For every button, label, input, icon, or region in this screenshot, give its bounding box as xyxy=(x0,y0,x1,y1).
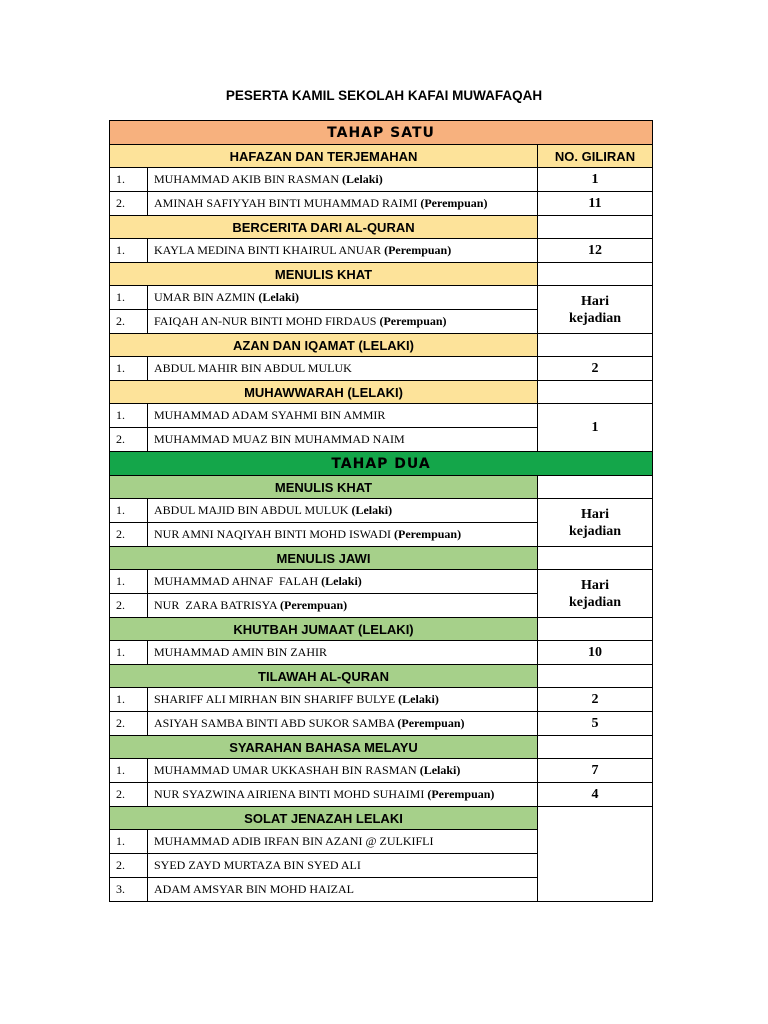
turn-number: 7 xyxy=(538,759,653,783)
table-row xyxy=(110,168,653,192)
turn-number: 1 xyxy=(538,404,653,452)
row-number: 2. xyxy=(110,192,148,216)
stage-header-row xyxy=(110,121,653,145)
turn-number: 5 xyxy=(538,712,653,736)
category-row xyxy=(110,807,653,830)
participants-table xyxy=(109,120,653,902)
row-number: 1. xyxy=(110,641,148,665)
table-row xyxy=(110,641,653,665)
participant-name: NUR ZARA BATRISYA (Perempuan) xyxy=(148,594,538,618)
category-row xyxy=(110,665,653,688)
turn-number: 11 xyxy=(538,192,653,216)
category-row xyxy=(110,145,653,168)
row-number: 1. xyxy=(110,357,148,381)
turn-number: 2 xyxy=(538,688,653,712)
participant-name: UMAR BIN AZMIN (Lelaki) xyxy=(148,286,538,310)
participant-name: ABDUL MAHIR BIN ABDUL MULUK xyxy=(148,357,538,381)
empty-cell xyxy=(538,381,653,404)
table-row xyxy=(110,759,653,783)
table-row xyxy=(110,357,653,381)
participant-name: MUHAMMAD MUAZ BIN MUHAMMAD NAIM xyxy=(148,428,538,452)
participant-name: AMINAH SAFIYYAH BINTI MUHAMMAD RAIMI (Perempuan) xyxy=(148,192,538,216)
category-title: HAFAZAN DAN TERJEMAHAN xyxy=(110,145,538,168)
row-number: 1. xyxy=(110,830,148,854)
table-row xyxy=(110,286,653,310)
empty-cell xyxy=(538,476,653,499)
column-header-giliran: NO. GILIRAN xyxy=(538,145,653,168)
row-number: 2. xyxy=(110,712,148,736)
empty-cell xyxy=(538,665,653,688)
category-title: MUHAWWARAH (LELAKI) xyxy=(110,381,538,404)
row-number: 1. xyxy=(110,168,148,192)
row-number: 2. xyxy=(110,523,148,547)
category-title: KHUTBAH JUMAAT (LELAKI) xyxy=(110,618,538,641)
table-row xyxy=(110,404,653,428)
table-row xyxy=(110,712,653,736)
category-row xyxy=(110,216,653,239)
category-title: MENULIS JAWI xyxy=(110,547,538,570)
table-row xyxy=(110,783,653,807)
category-row xyxy=(110,263,653,286)
participant-name: MUHAMMAD AMIN BIN ZAHIR xyxy=(148,641,538,665)
row-number: 2. xyxy=(110,310,148,334)
turn-number: 4 xyxy=(538,783,653,807)
participant-name: MUHAMMAD AHNAF FALAH (Lelaki) xyxy=(148,570,538,594)
participant-name: ASIYAH SAMBA BINTI ABD SUKOR SAMBA (Perempuan) xyxy=(148,712,538,736)
row-number: 1. xyxy=(110,759,148,783)
row-number: 3. xyxy=(110,878,148,902)
turn-number: 1 xyxy=(538,168,653,192)
row-number: 1. xyxy=(110,404,148,428)
participant-name: NUR SYAZWINA AIRIENA BINTI MOHD SUHAIMI (Perempuan) xyxy=(148,783,538,807)
category-row xyxy=(110,381,653,404)
empty-cell xyxy=(538,263,653,286)
page-title: PESERTA KAMIL SEKOLAH KAFAI MUWAFAQAH xyxy=(225,88,543,103)
row-number: 2. xyxy=(110,854,148,878)
participant-name: FAIQAH AN-NUR BINTI MOHD FIRDAUS (Perempuan) xyxy=(148,310,538,334)
row-number: 1. xyxy=(110,570,148,594)
participant-name: KAYLA MEDINA BINTI KHAIRUL ANUAR (Perempuan) xyxy=(148,239,538,263)
category-row xyxy=(110,736,653,759)
participant-name: MUHAMMAD ADIB IRFAN BIN AZANI @ ZULKIFLI xyxy=(148,830,538,854)
participant-name: MUHAMMAD AKIB BIN RASMAN (Lelaki) xyxy=(148,168,538,192)
category-title: MENULIS KHAT xyxy=(110,263,538,286)
turn-number: 12 xyxy=(538,239,653,263)
stage-title: TAHAP SATU xyxy=(110,121,653,145)
category-title: SYARAHAN BAHASA MELAYU xyxy=(110,736,538,759)
category-row xyxy=(110,618,653,641)
turn-number: Hari kejadian xyxy=(538,286,653,334)
category-title: TILAWAH AL-QURAN xyxy=(110,665,538,688)
category-title: AZAN DAN IQAMAT (LELAKI) xyxy=(110,334,538,357)
category-row xyxy=(110,334,653,357)
table-row xyxy=(110,570,653,594)
participant-name: MUHAMMAD ADAM SYAHMI BIN AMMIR xyxy=(148,404,538,428)
turn-number: Hari kejadian xyxy=(538,570,653,618)
row-number: 1. xyxy=(110,499,148,523)
empty-cell xyxy=(538,618,653,641)
row-number: 1. xyxy=(110,239,148,263)
category-title: BERCERITA DARI AL-QURAN xyxy=(110,216,538,239)
turn-number: Hari kejadian xyxy=(538,499,653,547)
participant-name: MUHAMMAD UMAR UKKASHAH BIN RASMAN (Lelaki) xyxy=(148,759,538,783)
category-title: SOLAT JENAZAH LELAKI xyxy=(110,807,538,830)
row-number: 1. xyxy=(110,286,148,310)
empty-cell xyxy=(538,736,653,759)
participant-name: ABDUL MAJID BIN ABDUL MULUK (Lelaki) xyxy=(148,499,538,523)
empty-cell xyxy=(538,807,653,902)
category-row xyxy=(110,476,653,499)
row-number: 1. xyxy=(110,688,148,712)
stage-title: TAHAP DUA xyxy=(110,452,653,476)
participant-name: SHARIFF ALI MIRHAN BIN SHARIFF BULYE (Lelaki) xyxy=(148,688,538,712)
empty-cell xyxy=(538,334,653,357)
row-number: 2. xyxy=(110,594,148,618)
stage-header-row xyxy=(110,452,653,476)
table-row xyxy=(110,688,653,712)
turn-number: 2 xyxy=(538,357,653,381)
row-number: 2. xyxy=(110,428,148,452)
turn-number: 10 xyxy=(538,641,653,665)
participant-name: ADAM AMSYAR BIN MOHD HAIZAL xyxy=(148,878,538,902)
table-row xyxy=(110,192,653,216)
participant-name: NUR AMNI NAQIYAH BINTI MOHD ISWADI (Perempuan) xyxy=(148,523,538,547)
row-number: 2. xyxy=(110,783,148,807)
empty-cell xyxy=(538,547,653,570)
participant-name: SYED ZAYD MURTAZA BIN SYED ALI xyxy=(148,854,538,878)
table-row xyxy=(110,499,653,523)
empty-cell xyxy=(538,216,653,239)
category-row xyxy=(110,547,653,570)
category-title: MENULIS KHAT xyxy=(110,476,538,499)
table-row xyxy=(110,239,653,263)
